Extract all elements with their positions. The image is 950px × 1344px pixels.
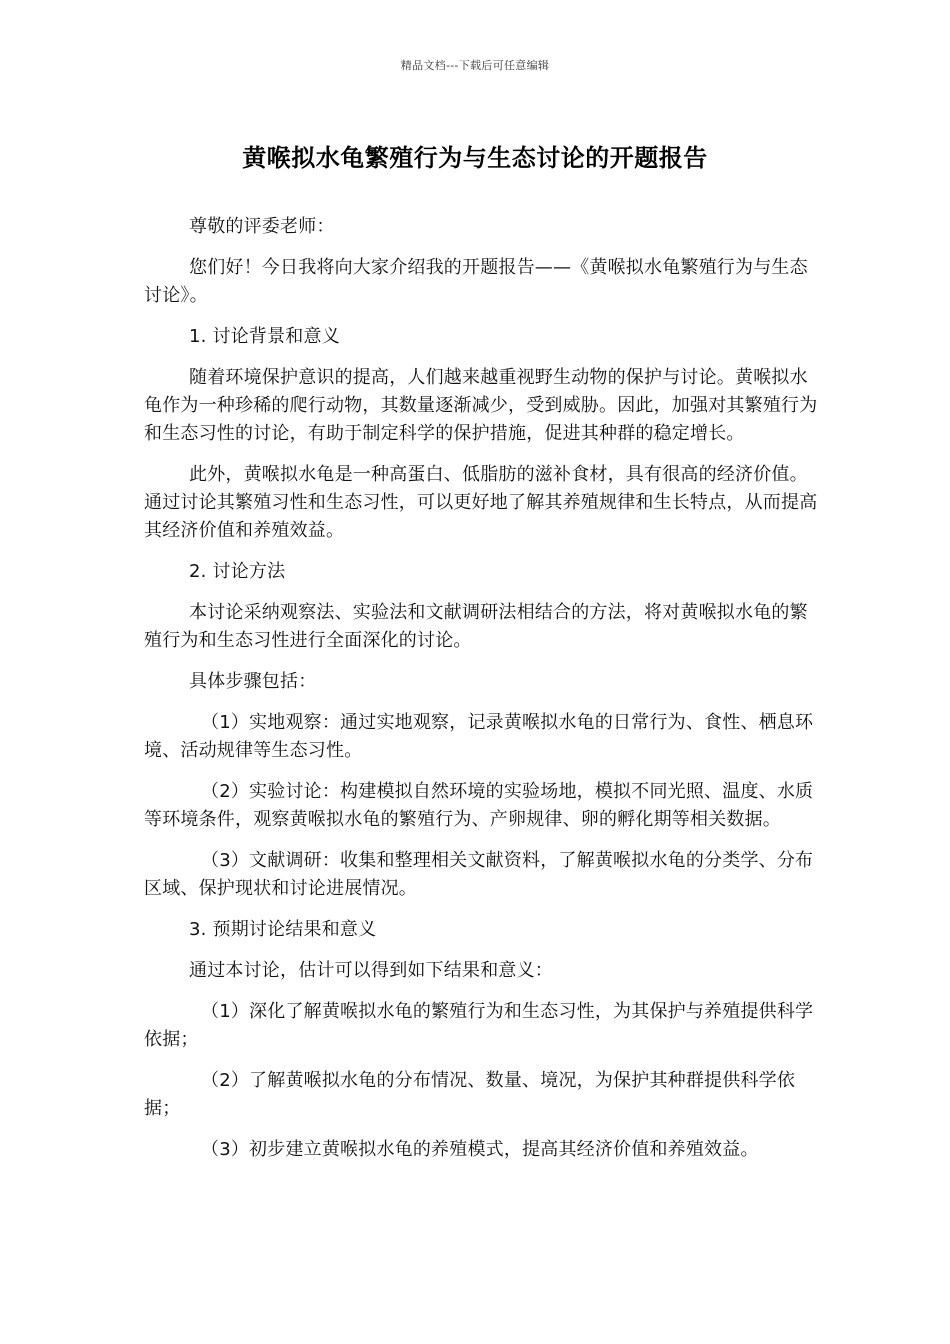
- body-paragraph: （3）文献调研：收集和整理相关文献资料，了解黄喉拟水龟的分类学、分布区域、保护现状和讨论进展情况。: [144, 850, 814, 899]
- body-paragraph: （1）实地观察：通过实地观察，记录黄喉拟水龟的日常行为、食性、栖息环境、活动规律等生态习性。: [144, 712, 814, 761]
- header-note: 精品文档---下载后可任意编辑: [400, 59, 550, 72]
- body-paragraph: 3. 预期讨论结果和意义: [189, 919, 377, 940]
- body-paragraph: 本讨论采纳观察法、实验法和文献调研法相结合的方法，将对黄喉拟水龟的繁殖行为和生态习性进行全面深化的讨论。: [144, 602, 808, 651]
- body-paragraph: 具体步骤包括：: [189, 671, 317, 692]
- body-paragraph: （3）初步建立黄喉拟水龟的养殖模式，提高其经济价值和养殖效益。: [201, 1139, 759, 1160]
- body-paragraph: （2）了解黄喉拟水龟的分布情况、数量、境况，为保护其种群提供科学依据；: [144, 1070, 796, 1119]
- body-paragraph: 随着环境保护意识的提高，人们越来越重视野生动物的保护与讨论。黄喉拟水龟作为一种珍稀的爬行动物，其数量逐渐减少，受到威胁。因此，加强对其繁殖行为和生态习性的讨论，有助于制定科学的保护措施，促进其种群的稳定增长。: [144, 367, 818, 444]
- body-paragraph: 您们好！今日我将向大家介绍我的开题报告——《黄喉拟水龟繁殖行为与生态讨论》。: [144, 257, 808, 306]
- body-paragraph: 尊敬的评委老师：: [189, 216, 335, 237]
- body-paragraph: 此外，黄喉拟水龟是一种高蛋白、低脂肪的滋补食材，具有很高的经济价值。通过讨论其繁殖习性和生态习性，可以更好地了解其养殖规律和生长特点，从而提高其经济价值和养殖效益。: [144, 464, 818, 541]
- body-paragraph: 通过本讨论，估计可以得到如下结果和意义：: [189, 960, 553, 981]
- body-paragraph: 1. 讨论背景和意义: [189, 326, 340, 347]
- body-paragraph: 2. 讨论方法: [189, 561, 286, 582]
- document-body: [144, 213, 820, 1177]
- body-paragraph: （2）实验讨论：构建模拟自然环境的实验场地，模拟不同光照、温度、水质等环境条件，观察黄喉拟水龟的繁殖行为、产卵规律、卵的孵化期等相关数据。: [144, 781, 814, 830]
- document-title: 黄喉拟水龟繁殖行为与生态讨论的开题报告: [242, 144, 708, 172]
- body-paragraph: （1）深化了解黄喉拟水龟的繁殖行为和生态习性，为其保护与养殖提供科学依据；: [144, 1001, 814, 1050]
